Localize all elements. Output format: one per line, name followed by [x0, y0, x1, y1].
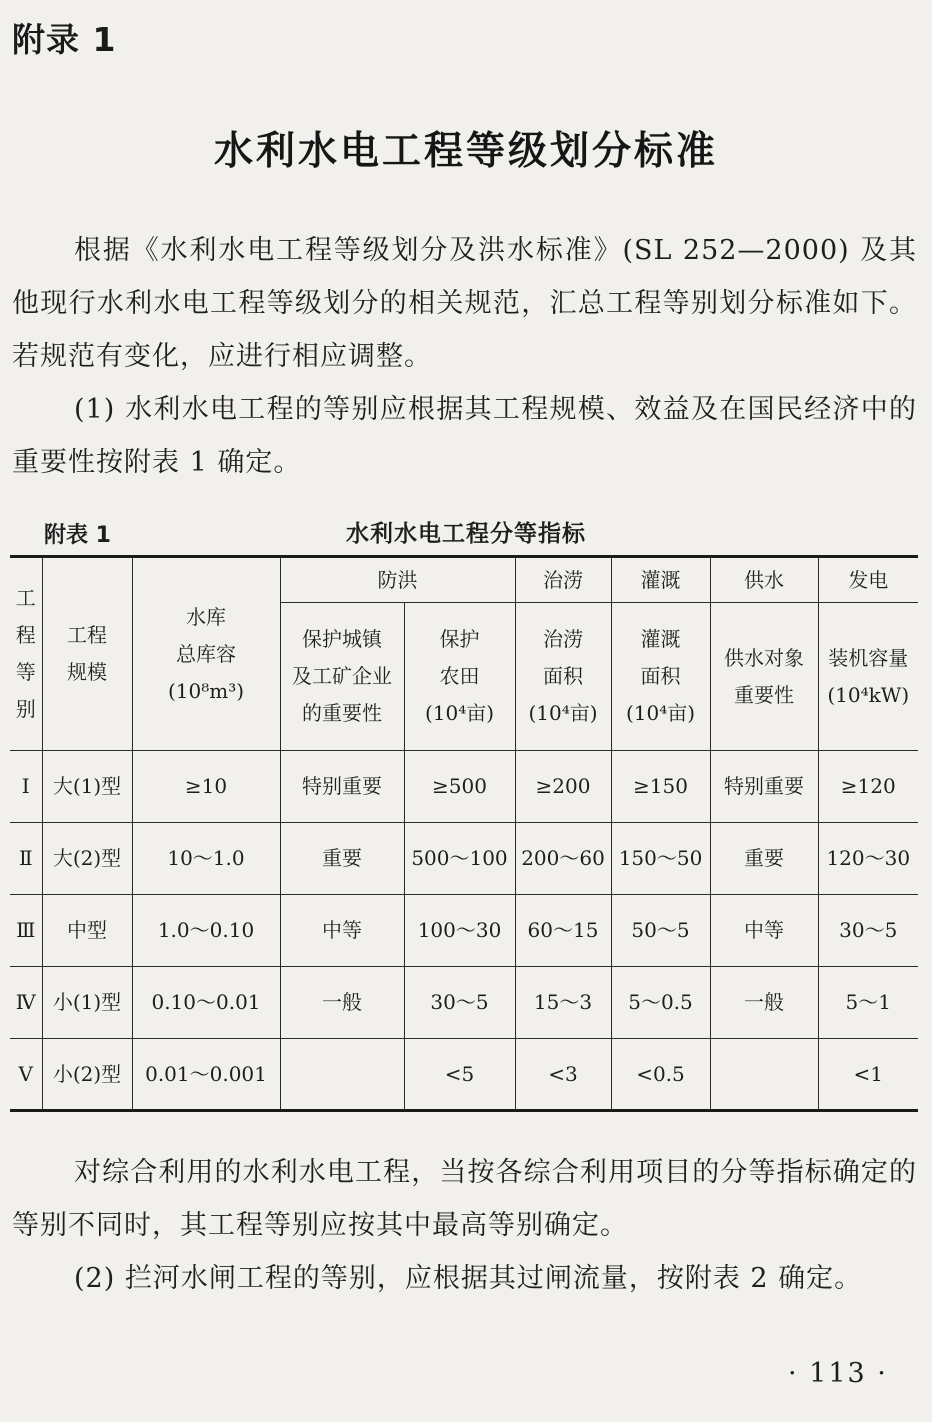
cell-scale: 大(2)型 — [42, 823, 132, 895]
subheader-installed-capacity: 装机容量 (10⁴kW) — [818, 603, 918, 751]
table-row — [10, 895, 918, 967]
cell-scale: 小(1)型 — [42, 967, 132, 1039]
cell-city: 特别重要 — [280, 751, 404, 823]
cell-city — [280, 1039, 404, 1111]
cell-irrigation: 5～0.5 — [611, 967, 710, 1039]
cell-scale: 小(2)型 — [42, 1039, 132, 1111]
header-irrigation: 灌溉 — [611, 557, 710, 603]
cell-supply: 一般 — [710, 967, 818, 1039]
cell-reservoir: ≥10 — [132, 751, 280, 823]
cell-irrigation: 150～50 — [611, 823, 710, 895]
cell-city: 中等 — [280, 895, 404, 967]
cell-city: 重要 — [280, 823, 404, 895]
table-row — [10, 1039, 918, 1111]
cell-waterlog: <3 — [515, 1039, 611, 1111]
cell-power: 5～1 — [818, 967, 918, 1039]
cell-farmland: 30～5 — [404, 967, 515, 1039]
header-waterlogging: 治涝 — [515, 557, 611, 603]
cell-irrigation: 50～5 — [611, 895, 710, 967]
subheader-farmland: 保护 农田 (10⁴亩) — [404, 603, 515, 751]
header-grade: 工 程 等 别 — [10, 557, 42, 751]
header-flood-control: 防洪 — [280, 557, 515, 603]
cell-power: 120～30 — [818, 823, 918, 895]
cell-farmland: 100～30 — [404, 895, 515, 967]
header-water-supply: 供水 — [710, 557, 818, 603]
table-row — [10, 751, 918, 823]
table-header-row — [10, 557, 918, 603]
cell-reservoir: 0.01～0.001 — [132, 1039, 280, 1111]
table-row — [10, 967, 918, 1039]
cell-supply: 特别重要 — [710, 751, 818, 823]
after-table-section — [12, 1146, 917, 1305]
combined-use-paragraph: 对综合利用的水利水电工程，当按各综合利用项目的分等指标确定的等别不同时，其工程等别应按其中最高等别确定。 — [12, 1157, 917, 1241]
cell-waterlog: 15～3 — [515, 967, 611, 1039]
cell-power: ≥120 — [818, 751, 918, 823]
cell-farmland: ≥500 — [404, 751, 515, 823]
cell-power: <1 — [818, 1039, 918, 1111]
cell-power: 30～5 — [818, 895, 918, 967]
intro-paragraph: 根据《水利水电工程等级划分及洪水标准》(SL 252—2000) 及其他现行水利水电工程等级划分的相关规范，汇总工程等别划分标准如下。若规范有变化，应进行相应调整。 — [12, 235, 917, 372]
cell-irrigation: ≥150 — [611, 751, 710, 823]
intro-section — [12, 224, 917, 489]
subheader-supply-importance: 供水对象 重要性 — [710, 603, 818, 751]
cell-supply: 重要 — [710, 823, 818, 895]
cell-grade: Ⅲ — [10, 895, 42, 967]
cell-grade: Ⅳ — [10, 967, 42, 1039]
cell-scale: 大(1)型 — [42, 751, 132, 823]
page-title: 水利水电工程等级划分标准 — [213, 129, 718, 174]
cell-farmland: 500～100 — [404, 823, 515, 895]
appendix-label: 附录 1 — [12, 20, 117, 59]
cell-reservoir: 0.10～0.01 — [132, 967, 280, 1039]
cell-city: 一般 — [280, 967, 404, 1039]
cell-waterlog: ≥200 — [515, 751, 611, 823]
table-caption-number: 附表 1 — [44, 523, 111, 548]
cell-grade: Ⅰ — [10, 751, 42, 823]
sluice-clause-paragraph: (2) 拦河水闸工程的等别，应根据其过闸流量，按附表 2 确定。 — [74, 1263, 863, 1294]
table-caption-title: 水利水电工程分等指标 — [346, 521, 586, 547]
cell-waterlog: 60～15 — [515, 895, 611, 967]
cell-farmland: <5 — [404, 1039, 515, 1111]
cell-supply: 中等 — [710, 895, 818, 967]
cell-grade: Ⅱ — [10, 823, 42, 895]
intro-paragraph-clause-1: (1) 水利水电工程的等别应根据其工程规模、效益及在国民经济中的重要性按附表 1 确定。 — [12, 394, 917, 478]
subheader-irrigation-area: 灌溉 面积 (10⁴亩) — [611, 603, 710, 751]
page-number: · 113 · — [788, 1358, 888, 1389]
subheader-waterlog-area: 治涝 面积 (10⁴亩) — [515, 603, 611, 751]
header-scale: 工程 规模 — [42, 557, 132, 751]
table-row — [10, 823, 918, 895]
cell-supply — [710, 1039, 818, 1111]
grade-criteria-table — [10, 555, 918, 1112]
cell-irrigation: <0.5 — [611, 1039, 710, 1111]
cell-grade: Ⅴ — [10, 1039, 42, 1111]
subheader-city-importance: 保护城镇 及工矿企业 的重要性 — [280, 603, 404, 751]
cell-reservoir: 1.0～0.10 — [132, 895, 280, 967]
header-reservoir: 水库 总库容 (10⁸m³) — [132, 557, 280, 751]
cell-scale: 中型 — [42, 895, 132, 967]
cell-reservoir: 10～1.0 — [132, 823, 280, 895]
cell-waterlog: 200～60 — [515, 823, 611, 895]
header-power: 发电 — [818, 557, 918, 603]
